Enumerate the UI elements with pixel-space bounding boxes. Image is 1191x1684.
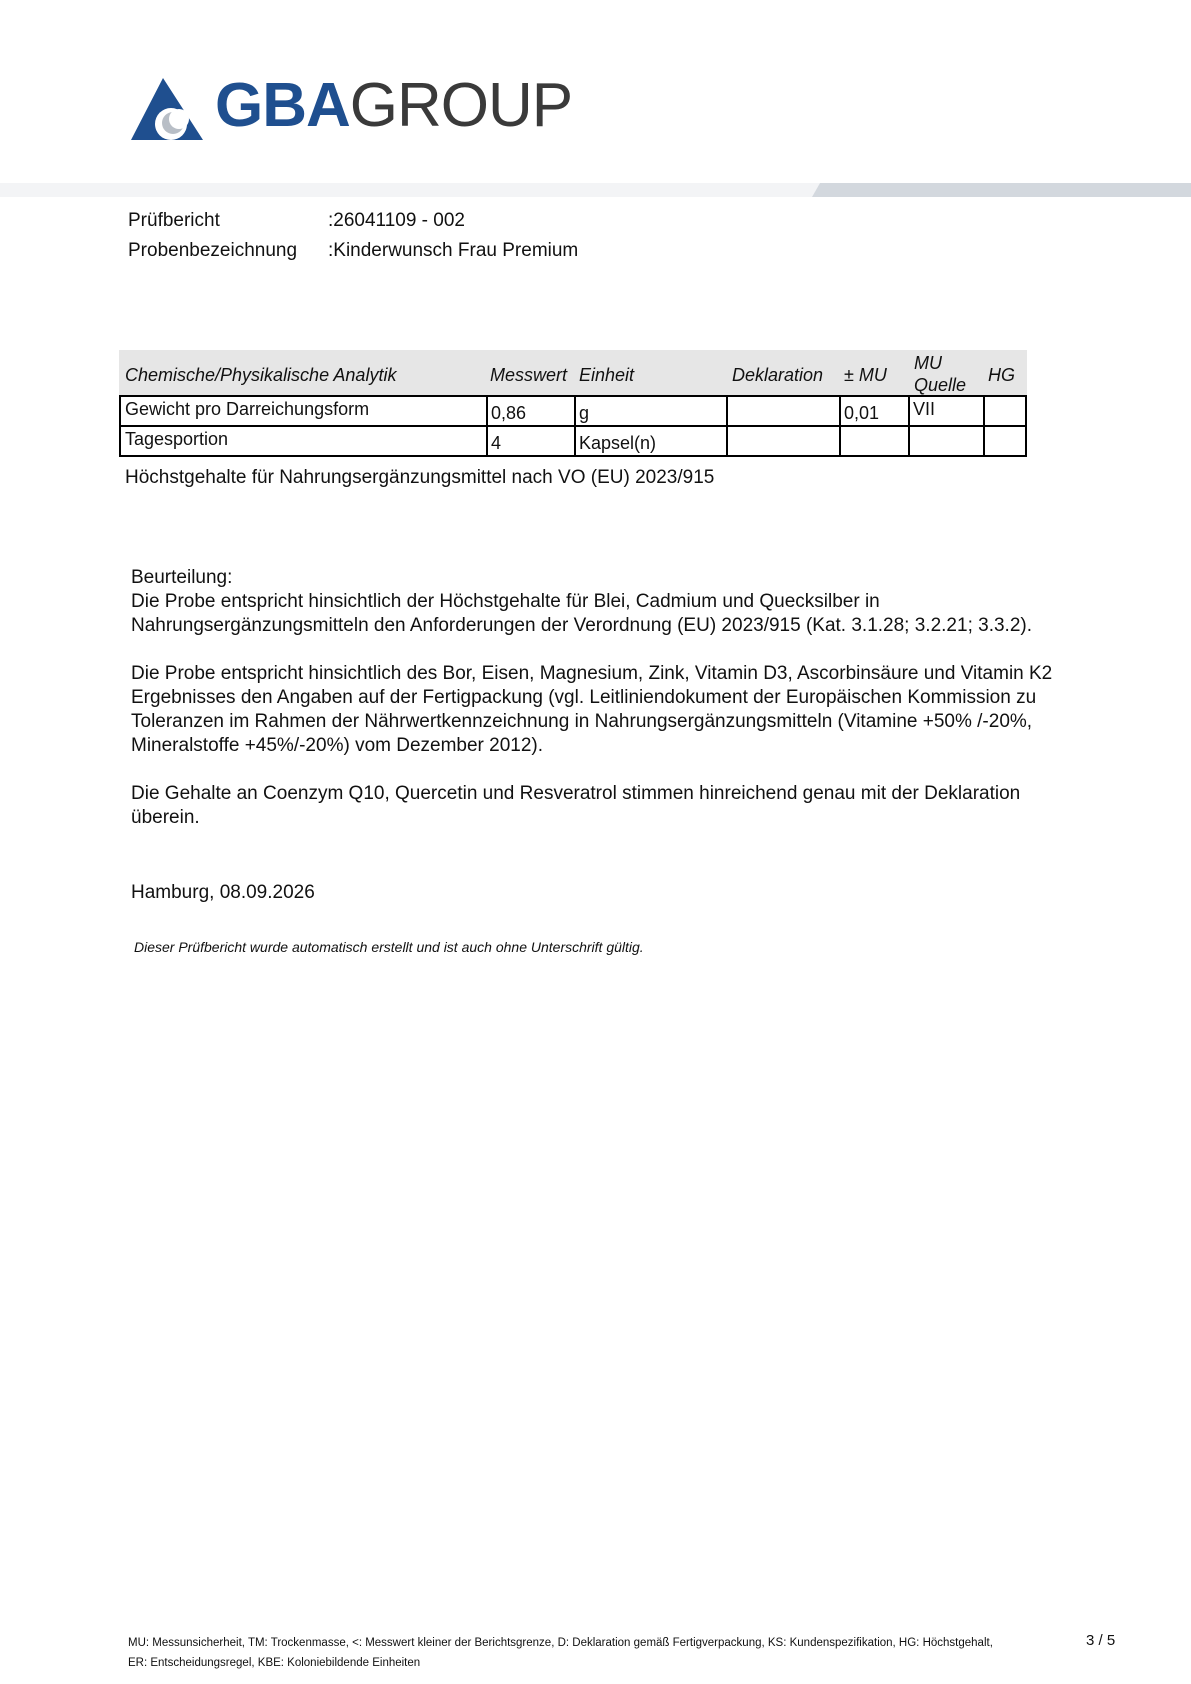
assessment-paragraph-2-line-4: Mineralstoffe +45%/-20%) vom Dezember 2012). xyxy=(131,735,544,756)
table-rule-middle xyxy=(119,425,1027,427)
assessment-paragraph-3-line-2: überein. xyxy=(131,807,200,828)
row2-analysis: Tagesportion xyxy=(125,429,229,449)
table-col-divider xyxy=(983,395,985,457)
report-number-value: :26041109 - 002 xyxy=(328,210,465,231)
row1-mu: 0,01 xyxy=(844,403,880,423)
table-col-divider xyxy=(839,395,841,457)
sample-name-value: :Kinderwunsch Frau Premium xyxy=(328,240,579,261)
gba-group-logo xyxy=(131,71,573,142)
logo-text-group: GROUP xyxy=(349,71,573,140)
table-col-divider xyxy=(908,395,910,457)
logo-triangle-icon xyxy=(131,78,203,140)
table-col-divider xyxy=(486,395,488,457)
col-header-value: Messwert xyxy=(490,365,568,385)
row2-value: 4 xyxy=(491,433,502,453)
logo-wordmark xyxy=(215,70,572,142)
col-header-source-line2: Quelle xyxy=(914,375,967,395)
col-header-hg: HG xyxy=(988,365,1015,385)
assessment-heading: Beurteilung: xyxy=(131,567,233,588)
col-header-declaration: Deklaration xyxy=(732,365,824,385)
assessment-paragraph-2-line-1: Die Probe entspricht hinsichtlich des Bor, Eisen, Magnesium, Zink, Vitamin D3, Ascorbinsäure und Vitamin K2 xyxy=(131,663,1053,684)
row1-value: 0,86 xyxy=(491,403,527,423)
header-band xyxy=(0,183,1191,197)
table-col-divider xyxy=(1025,395,1027,457)
report-number-label: Prüfbericht xyxy=(128,210,220,231)
table-caption: Höchstgehalte für Nahrungsergänzungsmittel nach VO (EU) 2023/915 xyxy=(125,467,715,488)
row1-analysis: Gewicht pro Darreichungsform xyxy=(125,399,370,419)
footer-legend-line-1: MU: Messunsicherheit, TM: Trockenmasse, <: Messwert kleiner der Berichtsgrenze, D: Deklaration gemäß Fertigverpackung, KS: Kundenspezifikation, HG: Höchstgehalt, xyxy=(128,1637,993,1649)
assessment-paragraph-1-line-2: Nahrungsergänzungsmitteln den Anforderungen der Verordnung (EU) 2023/915 (Kat. 3.1.28; 3.2.21; 3.3.2). xyxy=(131,615,1032,636)
assessment-paragraph-1-line-1: Die Probe entspricht hinsichtlich der Höchstgehalte für Blei, Cadmium und Quecksilber in xyxy=(131,591,880,612)
place-and-date: Hamburg, 08.09.2026 xyxy=(131,882,315,903)
logo-text-gba: GBA xyxy=(215,71,350,140)
sample-name-label: Probenbezeichnung xyxy=(128,240,298,261)
col-header-mu: ± MU xyxy=(844,365,887,385)
col-header-source-line1: MU xyxy=(914,353,942,373)
col-header-unit: Einheit xyxy=(579,365,635,385)
footer-legend-line-2: ER: Entscheidungsregel, KBE: Koloniebildende Einheiten xyxy=(128,1657,421,1669)
table-rule-top xyxy=(119,395,1027,397)
automatic-report-note: Dieser Prüfbericht wurde automatisch erstellt und ist auch ohne Unterschrift gültig. xyxy=(134,939,644,955)
table-col-divider xyxy=(119,395,121,457)
row2-unit: Kapsel(n) xyxy=(579,433,657,453)
assessment-paragraph-3-line-1: Die Gehalte an Coenzym Q10, Quercetin und Resveratrol stimmen hinreichend genau mit der Deklaration xyxy=(131,783,1021,804)
table-col-divider xyxy=(726,395,728,457)
table-rule-bottom xyxy=(119,455,1027,457)
table-col-divider xyxy=(574,395,576,457)
page-number: 3 / 5 xyxy=(1086,1632,1116,1649)
analysis-table xyxy=(119,350,1027,458)
row1-unit: g xyxy=(579,403,590,423)
col-header-analysis: Chemische/Physikalische Analytik xyxy=(125,365,397,385)
assessment-paragraph-2-line-2: Ergebnisses den Angaben auf der Fertigpackung (vgl. Leitliniendokument der Europäischen Kommission zu xyxy=(131,687,1037,708)
table-header-row xyxy=(119,350,1027,396)
row1-source: VII xyxy=(913,399,936,419)
assessment-paragraph-2-line-3: Toleranzen im Rahmen der Nährwertkennzeichnung in Nahrungsergänzungsmitteln (Vitamine +50% /-20%, xyxy=(131,711,1033,732)
footer-legend xyxy=(128,1633,1008,1673)
